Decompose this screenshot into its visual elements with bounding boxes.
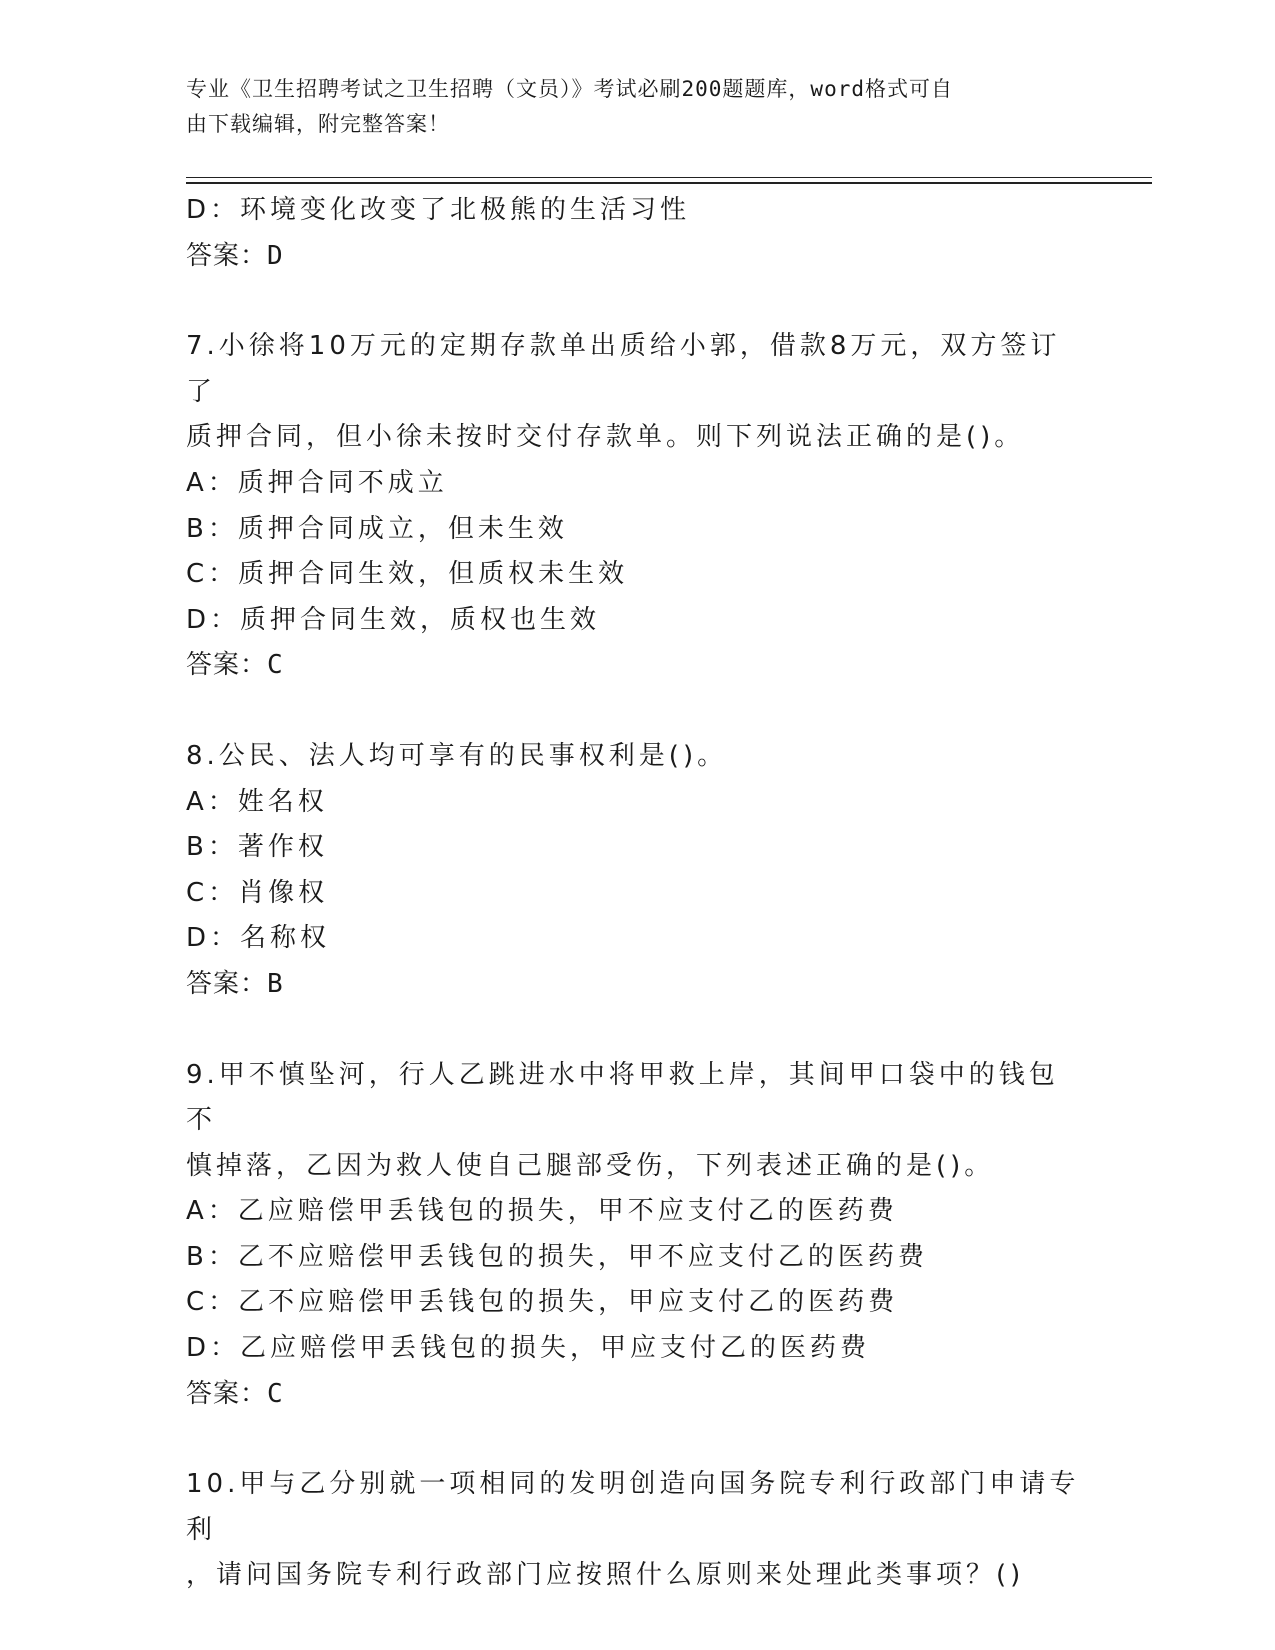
- option-a: A：质押合同不成立: [186, 467, 448, 498]
- header-divider-thin: [186, 177, 1152, 178]
- option-b: B：质押合同成立，但未生效: [186, 513, 568, 544]
- question-list: [186, 188, 1086, 1599]
- answer-label: 答案：: [186, 650, 268, 681]
- question-stem-line-2: 慎掉落，乙因为救人使自己腿部受伤，下列表述正确的是()。: [186, 1150, 995, 1181]
- option-c: C：乙不应赔偿甲丢钱包的损失，甲应支付乙的医药费: [186, 1287, 899, 1318]
- answer-line: [186, 234, 1086, 280]
- option-c: C：肖像权: [186, 877, 329, 908]
- answer-line: [186, 1372, 1086, 1418]
- answer-line: [186, 643, 1086, 689]
- option-d: D：名称权: [186, 923, 331, 954]
- page-header: [186, 72, 1066, 142]
- option-b: B：著作权: [186, 832, 328, 863]
- answer-label: 答案：: [186, 240, 268, 271]
- option-a: A：乙应赔偿甲丢钱包的损失，甲不应支付乙的医药费: [186, 1196, 898, 1227]
- option-d: D：乙应赔偿甲丢钱包的损失，甲应支付乙的医药费: [186, 1333, 871, 1364]
- answer-label: 答案：: [186, 1378, 268, 1409]
- option-c: C：质押合同生效，但质权未生效: [186, 559, 629, 590]
- answer-value: C: [267, 1378, 284, 1409]
- answer-line: [186, 962, 1086, 1008]
- header-divider-thick: [186, 182, 1152, 184]
- question-stem-line-1: 8.公民、法人均可享有的民事权利是()。: [186, 740, 728, 771]
- question-stem-line-2: 质押合同，但小徐未按时交付存款单。则下列说法正确的是()。: [186, 422, 1025, 453]
- question-stem-line-1: 10.甲与乙分别就一项相同的发明创造向国务院专利行政部门申请专利: [186, 1469, 1080, 1545]
- question-8: [186, 734, 1086, 1008]
- question-stem-line-2: ，请问国务院专利行政部门应按照什么原则来处理此类事项？(): [186, 1560, 1025, 1591]
- option-d: D：质押合同生效，质权也生效: [186, 604, 601, 635]
- header-line-1: 专业《卫生招聘考试之卫生招聘（文员）》考试必刷200题题库，word格式可自: [186, 77, 953, 101]
- question-7: [186, 324, 1086, 689]
- question-6-tail: [186, 188, 1086, 279]
- option-d: D：环境变化改变了北极熊的生活习性: [186, 195, 691, 225]
- option-b: B：乙不应赔偿甲丢钱包的损失，甲不应支付乙的医药费: [186, 1241, 928, 1272]
- answer-value: D: [267, 240, 284, 271]
- header-line-2: 由下载编辑，附完整答案！: [186, 112, 450, 136]
- option-a: A：姓名权: [186, 786, 328, 817]
- answer-label: 答案：: [186, 968, 268, 999]
- answer-value: B: [267, 968, 284, 999]
- question-9: [186, 1053, 1086, 1418]
- question-stem-line-1: 7.小徐将10万元的定期存款单出质给小郭，借款8万元，双方签订了: [186, 331, 1061, 407]
- question-stem-line-1: 9.甲不慎坠河，行人乙跳进水中将甲救上岸，其间甲口袋中的钱包不: [186, 1059, 1059, 1136]
- question-10: [186, 1462, 1086, 1599]
- answer-value: C: [267, 650, 284, 681]
